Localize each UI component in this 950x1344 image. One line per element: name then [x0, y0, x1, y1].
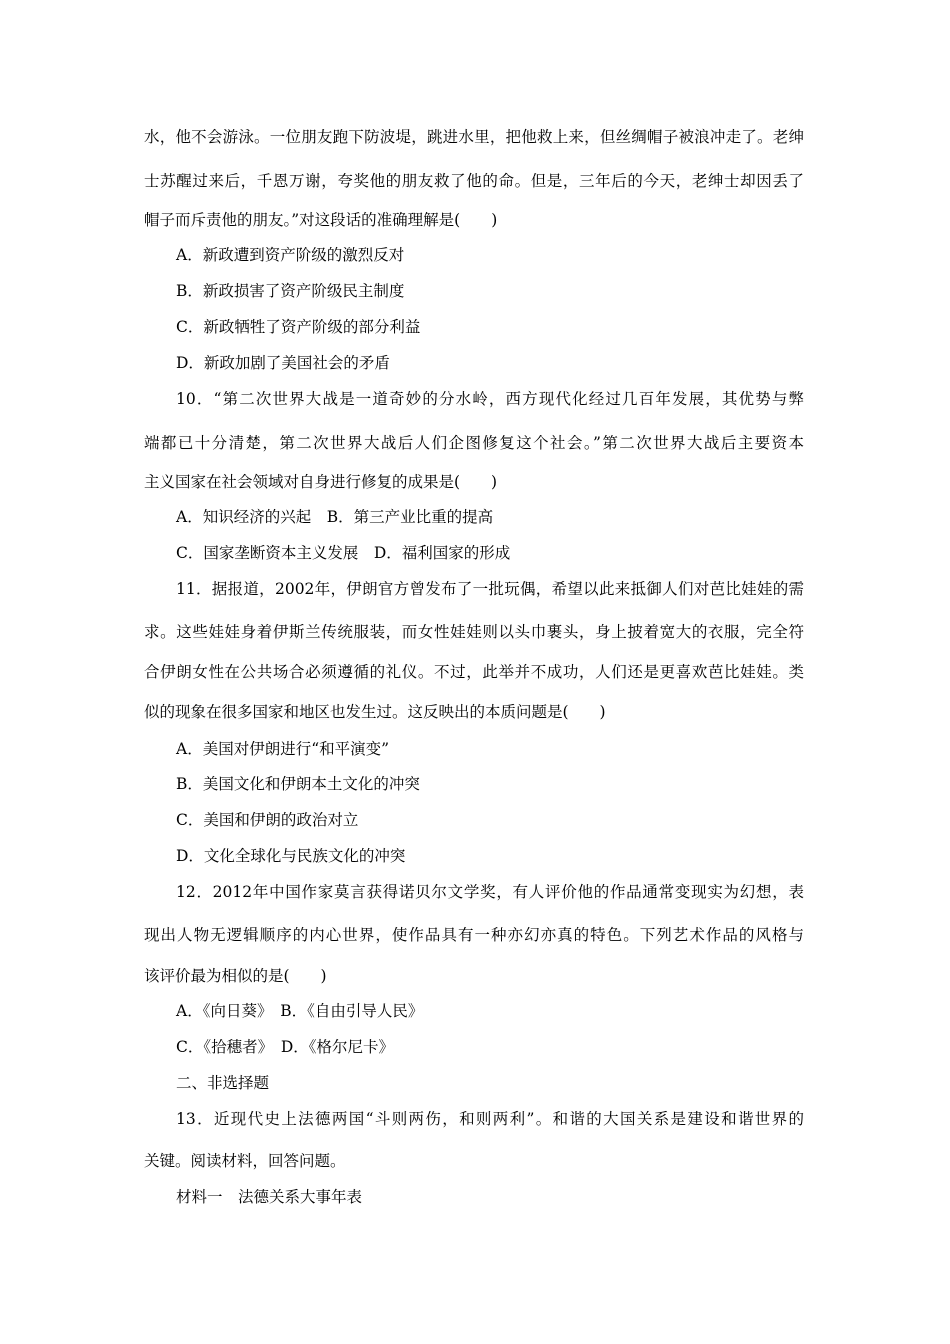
options-c-d: C．国家垄断资本主义发展 D．福利国家的形成	[176, 544, 511, 562]
question-12-line: 12．2012年中国作家莫言获得诺贝尔文学奖，有人评价他的作品通常变现实为幻想，表	[176, 883, 804, 901]
question-12-line: 现出人物无逻辑顺序的内心世界，使作品具有一种亦幻亦真的特色。下列艺术作品的风格与	[144, 926, 804, 944]
section-heading: 二、非选择题	[176, 1074, 270, 1092]
question-13-line: 关键。阅读材料，回答问题。	[144, 1152, 346, 1170]
option-b: B．新政损害了资产阶级民主制度	[176, 282, 405, 300]
question-11-line: 11．据报道，2002年，伊朗官方曾发布了一批玩偶，希望以此来抵御人们对芭比娃娃的需	[176, 580, 804, 598]
question-12-line: 该评价最为相似的是( )	[144, 967, 327, 985]
question-10-line: 端都已十分清楚，第二次世界大战后人们企图修复这个社会。”第二次世界大战后主要资本	[144, 434, 804, 452]
question-11-line: 求。这些娃娃身着伊斯兰传统服装，而女性娃娃则以头巾裹头，身上披着宽大的衣服，完全符	[144, 623, 804, 641]
option-a: A．美国对伊朗进行“和平演变”	[176, 740, 390, 758]
option-d: D．新政加剧了美国社会的矛盾	[176, 354, 390, 372]
option-c: C．新政牺牲了资产阶级的部分利益	[176, 318, 421, 336]
option-d: D．文化全球化与民族文化的冲突	[176, 847, 406, 865]
option-b: B．美国文化和伊朗本土文化的冲突	[176, 775, 420, 793]
passage-line: 士苏醒过来后，千恩万谢，夸奖他的朋友救了他的命。但是，三年后的今天，老绅士却因丢了	[144, 172, 804, 190]
options-c-d: C．《拾穗者》 D．《格尔尼卡》	[176, 1038, 395, 1056]
question-10-line: 10．“第二次世界大战是一道奇妙的分水岭，西方现代化经过几百年发展，其优势与弊	[176, 390, 804, 408]
passage-line: 水，他不会游泳。一位朋友跑下防波堤，跳进水里，把他救上来，但丝绸帽子被浪冲走了。老绅	[144, 128, 804, 146]
question-stem-line: 帽子而斥责他的朋友。”对这段话的准确理解是( )	[144, 211, 498, 229]
question-11-line: 似的现象在很多国家和地区也发生过。这反映出的本质问题是( )	[144, 703, 606, 721]
options-a-b: A．知识经济的兴起 B．第三产业比重的提高	[176, 508, 494, 526]
option-c: C．美国和伊朗的政治对立	[176, 811, 359, 829]
option-a: A．新政遭到资产阶级的激烈反对	[176, 246, 405, 264]
question-11-line: 合伊朗女性在公共场合必须遵循的礼仪。不过，此举并不成功，人们还是更喜欢芭比娃娃。类	[144, 663, 804, 681]
question-10-line: 主义国家在社会领域对自身进行修复的成果是( )	[144, 473, 498, 491]
question-13-line: 13．近现代史上法德两国“斗则两伤，和则两利”。和谐的大国关系是建设和谐世界的	[176, 1110, 804, 1128]
options-a-b: A．《向日葵》 B．《自由引导人民》	[176, 1002, 424, 1020]
material-heading: 材料一 法德关系大事年表	[176, 1188, 363, 1206]
